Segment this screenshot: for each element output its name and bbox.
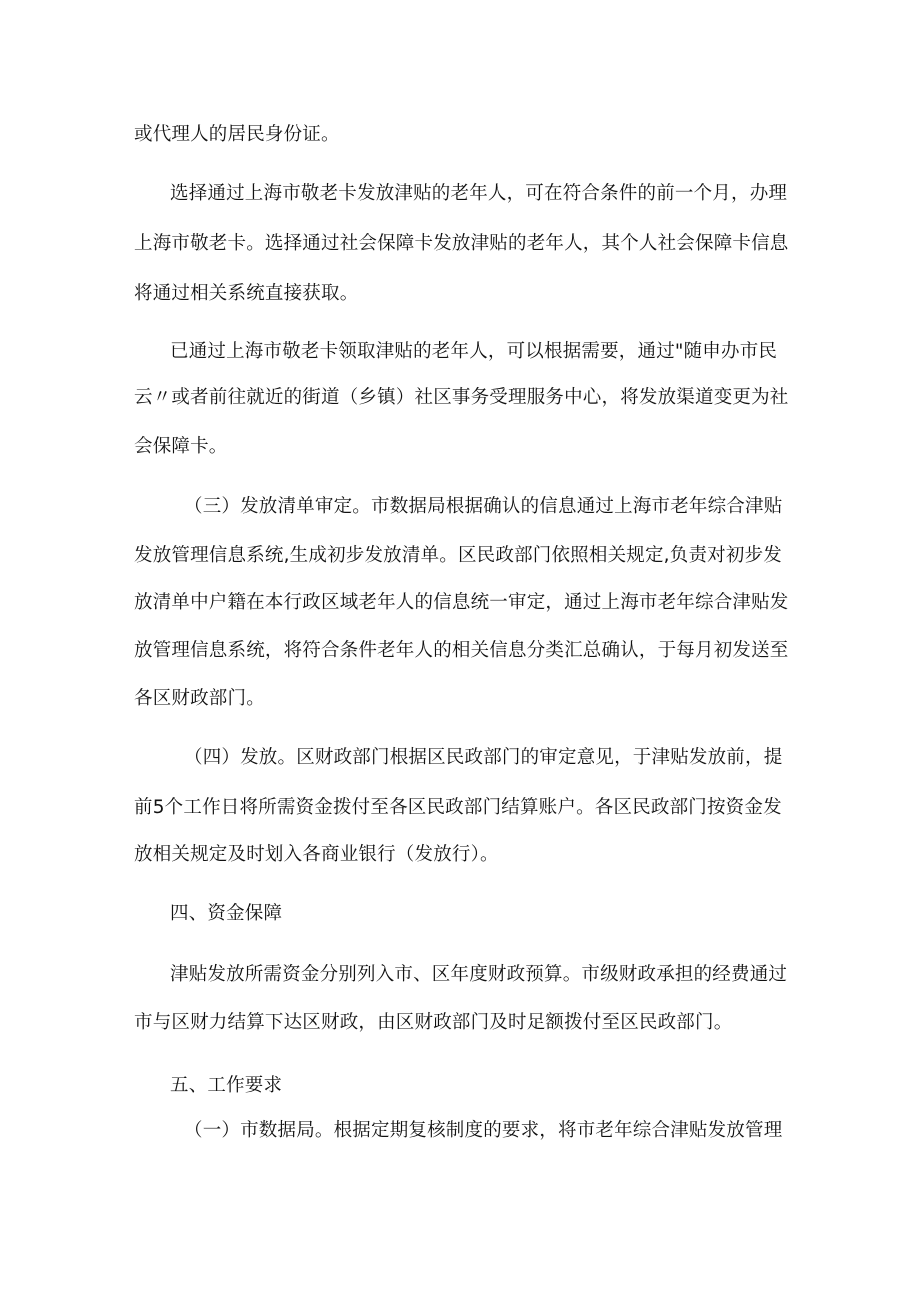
paragraph-line: 津贴发放所需资金分别列入市、区年度财政预算。市级财政承担的经费通过: [170, 964, 788, 985]
section-heading-line: （三）发放清单审定。市数据局根据确认的信息通过上海市老年综合津贴: [184, 496, 783, 517]
heading-funding: 四、资金保障: [170, 903, 283, 924]
text-line: 上海市敬老卡。选择通过社会保障卡发放津贴的老年人，其个人社会保障卡信息: [134, 233, 789, 254]
text-line: 放相关规定及时划入各商业银行（发放行）。: [134, 844, 499, 865]
text-line: 放清单中户籍在本行政区域老年人的信息统一审定，通过上海市老年综合津贴发: [134, 592, 789, 613]
text-line: 前5个工作日将所需资金拨付至各区民政部门结算账户。各区民政部门按资金发: [134, 797, 782, 818]
text-line: 会保障卡。: [134, 436, 228, 457]
section-heading-line: （四）发放。区财政部门根据区民政部门的审定意见，于津贴发放前，提: [184, 747, 783, 768]
paragraph-line: 已通过上海市敬老卡领取津贴的老年人，可以根据需要，通过"随申办市民: [170, 341, 778, 362]
text-line: 各区财政部门。: [134, 688, 265, 709]
text-line: 云〃或者前往就近的街道（乡镇）社区事务受理服务中心，将发放渠道变更为社: [134, 387, 789, 408]
section-heading-line: （一）市数据局。根据定期复核制度的要求，将市老年综合津贴发放管理: [184, 1120, 783, 1141]
paragraph-line: 选择通过上海市敬老卡发放津贴的老年人，可在符合条件的前一个月，办理: [170, 183, 788, 204]
heading-work-requirements: 五、工作要求: [170, 1075, 283, 1096]
text-line: 将通过相关系统直接获取。: [134, 283, 359, 304]
text-line: 放管理信息系统，将符合条件老年人的相关信息分类汇总确认，于每月初发送至: [134, 640, 789, 661]
text-line: 市与区财力结算下达区财政，由区财政部门及时足额拨付至区民政部门。: [134, 1012, 733, 1033]
text-line: 或代理人的居民身份证。: [134, 124, 340, 145]
text-line: 发放管理信息系统,生成初步发放清单。区民政部门依照相关规定,负责对初步发: [134, 545, 782, 566]
